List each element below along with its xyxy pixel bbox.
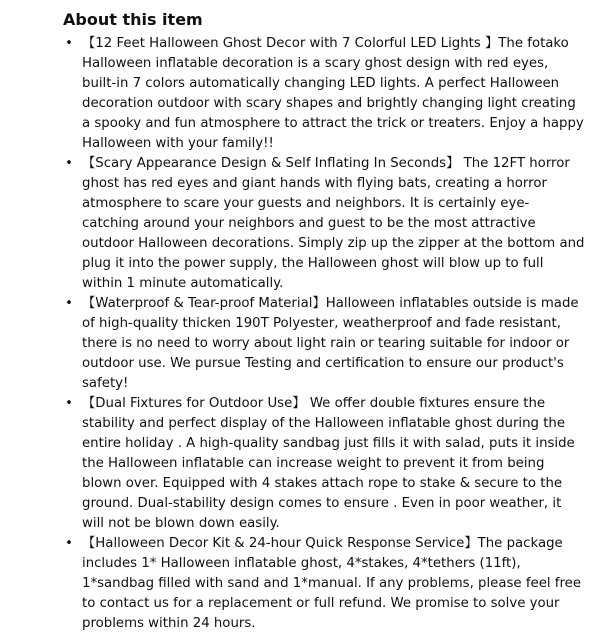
feature-bullet-text: 【12 Feet Halloween Ghost Decor with 7 Colorful LED Lights 】The fotako Halloween inflatable decoration is a scary ghost design with red eyes, built-in 7 colors automatically changing LED lights. A perfect Halloween decoration outdoor with scary shapes and brightly changing light creating a spooky and fun atmosphere to attract the trick or treaters. Enjoy a happy Halloween with your family!! [82, 36, 584, 151]
feature-bullet-item [64, 154, 585, 294]
bullet-icon: • [65, 36, 73, 51]
bullet-icon: • [65, 536, 73, 551]
bullet-icon: • [65, 296, 73, 311]
feature-bullet-text: 【Halloween Decor Kit & 24-hour Quick Response Service】The package includes 1* Halloween inflatable ghost, 4*stakes, 4*tethers (11ft), 1*sandbag filled with sand and 1*manual. If any problems, please feel free to contact us for a replacement or full refund. We promise to solve your problems within 24 hours. [82, 536, 582, 631]
bullet-icon: • [65, 156, 73, 171]
feature-bullet-text: 【Waterproof & Tear-proof Material】Halloween inflatables outside is made of high-quality thicken 190T Polyester, weatherproof and fade resistant, there is no need to worry about light rain or tearing suitable for indoor or outdoor use. We pursue Testing and certification to ensure our product's safety! [82, 296, 579, 391]
feature-bullet-text: 【Scary Appearance Design & Self Inflating In Seconds】 The 12FT horror ghost has red eyes and giant hands with flying bats, creating a horror atmosphere to scare your guests and neighbors. It is certainly eye-catching around your neighbors and guest to be the most attractive outdoor Halloween decorations. Simply zip up the zipper at the bottom and plug it into the power supply, the Halloween ghost will blow up to full within 1 minute automatically. [82, 156, 585, 291]
feature-bullet-item [64, 534, 585, 634]
feature-bullet-item [64, 294, 585, 394]
bullet-icon: • [65, 396, 73, 411]
feature-bullet-item [64, 34, 585, 154]
section-heading: About this item [63, 10, 203, 29]
feature-bullet-text: 【Dual Fixtures for Outdoor Use】 We offer double fixtures ensure the stability and perfect display of the Halloween inflatable ghost during the entire holiday . A high-quality sandbag just fills it with salad, puts it inside the Halloween inflatable can increase weight to prevent it from being blown over. Equipped with 4 stakes attach rope to stake & secure to the ground. Dual-stability design comes to ensure . Even in poor weather, it will not be blown down easily. [82, 396, 575, 531]
feature-bullet-list [64, 34, 585, 634]
feature-bullet-item [64, 394, 585, 534]
